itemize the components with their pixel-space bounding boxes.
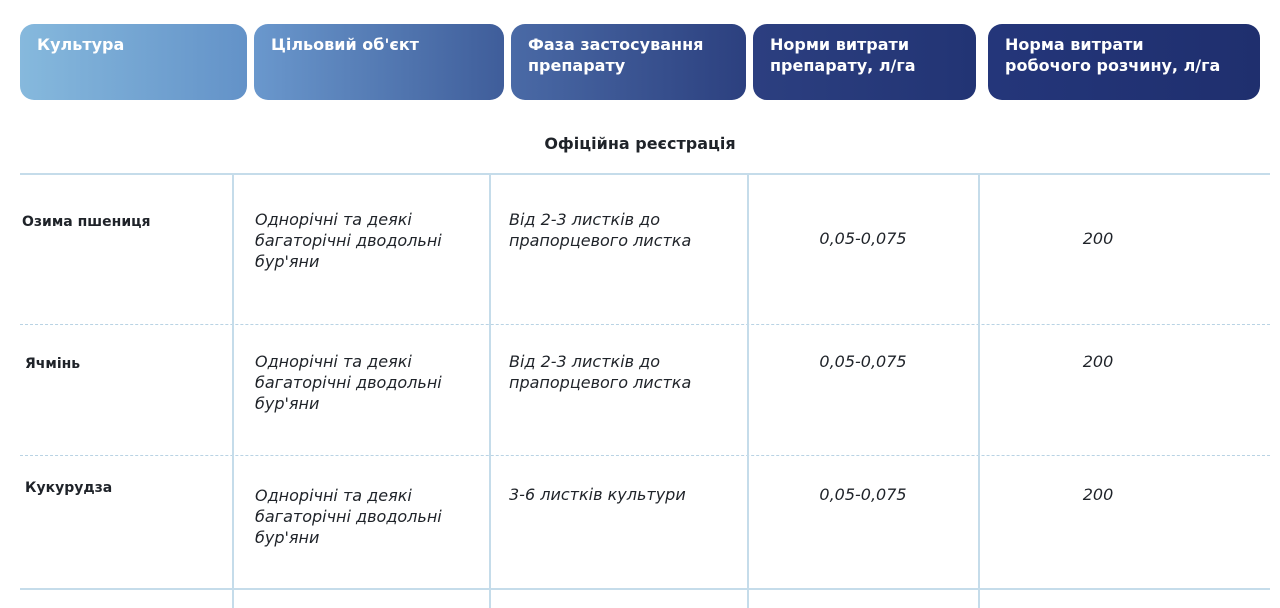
crop-name: Кукурудза <box>25 480 113 496</box>
column-header-phase: Фаза застосування препарату <box>511 24 746 100</box>
column-header-rate: Норми витрати препарату, л/га <box>753 24 976 100</box>
target-cell: Однорічні та деякі багаторічні дводольні бур'яни <box>255 486 442 547</box>
phase-cell: 3-6 листків культури <box>509 485 686 504</box>
section-title: Офіційна реєстрація <box>544 134 736 153</box>
row-divider <box>20 324 1270 325</box>
row-divider <box>20 455 1270 456</box>
solution-rate-cell: 200 <box>1082 485 1114 504</box>
phase-cell: Від 2-3 листків до прапорцевого листка <box>509 352 692 392</box>
solution-rate-cell: 200 <box>1082 352 1114 371</box>
rate-cell: 0,05-0,075 <box>819 352 907 371</box>
table-bottom-border <box>20 588 1270 590</box>
crop-name: Озима пшениця <box>22 214 151 230</box>
rate-cell: 0,05-0,075 <box>819 485 907 504</box>
column-divider <box>489 174 491 608</box>
target-cell: Однорічні та деякі багаторічні дводольні бур'яни <box>255 352 442 413</box>
table-top-border <box>20 173 1270 175</box>
solution-rate-cell: 200 <box>1082 229 1114 248</box>
rate-cell: 0,05-0,075 <box>819 229 907 248</box>
phase-cell: Від 2-3 листків до прапорцевого листка <box>509 210 692 250</box>
column-header-solution-rate: Норма витрати робочого розчину, л/га <box>988 24 1260 100</box>
column-divider <box>232 174 234 608</box>
target-cell: Однорічні та деякі багаторічні дводольні бур'яни <box>255 210 442 271</box>
column-header-target: Цільовий об'єкт <box>254 24 504 100</box>
crop-name: Ячмінь <box>25 356 81 372</box>
column-header-culture: Культура <box>20 24 247 100</box>
